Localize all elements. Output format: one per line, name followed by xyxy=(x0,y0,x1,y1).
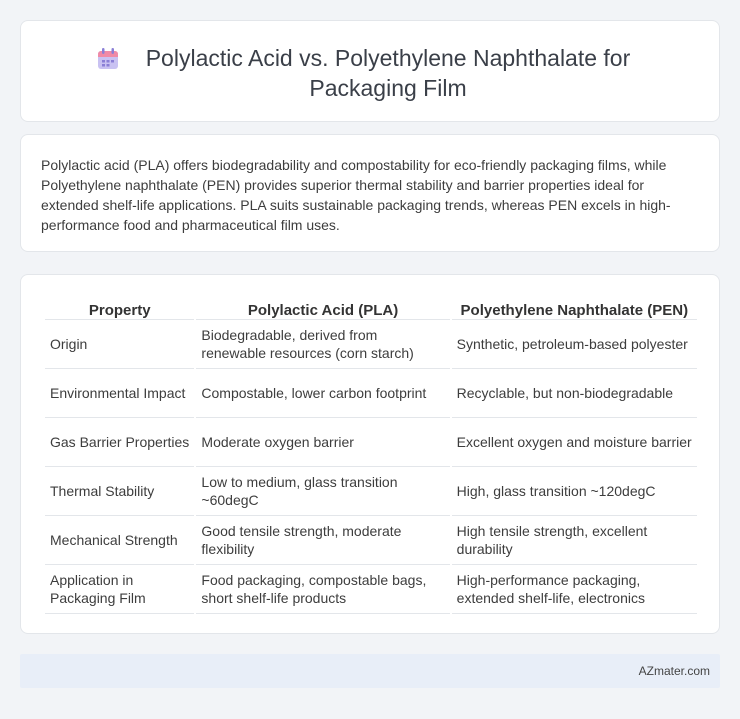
intro-paragraph: Polylactic acid (PLA) offers biodegradability and compostability for eco-friendly packaging films, while Polyethylene naphthalate (PEN) provides superior thermal stability and barrier properties ideal for extended shelf-life applications. PLA suits sustainable packaging trends, whereas PEN excels in high-performance food and pharmaceutical film uses. xyxy=(41,157,671,233)
table-row xyxy=(45,369,697,418)
footer-brand[interactable]: AZmater.com xyxy=(638,664,710,678)
header-pen: Polyethylene Naphthalate (PEN) xyxy=(452,295,697,320)
table-row xyxy=(45,516,697,565)
table-row xyxy=(45,418,697,467)
header-property: Property xyxy=(45,295,194,320)
cell-property: Gas Barrier Properties xyxy=(45,418,194,467)
comparison-card xyxy=(20,274,720,634)
table-row xyxy=(45,320,697,369)
cell-pen: Synthetic, petroleum-based polyester xyxy=(452,320,697,369)
cell-property: Origin xyxy=(45,320,194,369)
cell-property: Mechanical Strength xyxy=(45,516,194,565)
cell-pen: High tensile strength, excellent durability xyxy=(452,516,697,565)
comparison-table xyxy=(43,295,699,614)
header-pla: Polylactic Acid (PLA) xyxy=(196,295,449,320)
cell-property: Environmental Impact xyxy=(45,369,194,418)
cell-property: Application in Packaging Film xyxy=(45,565,194,614)
intro-card xyxy=(20,134,720,252)
cell-pla: Compostable, lower carbon footprint xyxy=(196,369,449,418)
footer-bar xyxy=(20,654,720,688)
page-title: Polylactic Acid vs. Polyethylene Naphthalate for Packaging Film xyxy=(145,45,631,101)
cell-pla: Low to medium, glass transition ~60degC xyxy=(196,467,449,516)
table-row xyxy=(45,467,697,516)
table-header-row xyxy=(45,295,697,320)
table-row xyxy=(45,565,697,614)
cell-pen: Recyclable, but non-biodegradable xyxy=(452,369,697,418)
cell-pla: Food packaging, compostable bags, short shelf-life products xyxy=(196,565,449,614)
cell-property: Thermal Stability xyxy=(45,467,194,516)
cell-pen: High-performance packaging, extended shelf-life, electronics xyxy=(452,565,697,614)
cell-pla: Biodegradable, derived from renewable resources (corn starch) xyxy=(196,320,449,369)
cell-pla: Good tensile strength, moderate flexibility xyxy=(196,516,449,565)
cell-pen: Excellent oxygen and moisture barrier xyxy=(452,418,697,467)
cell-pen: High, glass transition ~120degC xyxy=(452,467,697,516)
cell-pla: Moderate oxygen barrier xyxy=(196,418,449,467)
title-card xyxy=(20,20,720,122)
